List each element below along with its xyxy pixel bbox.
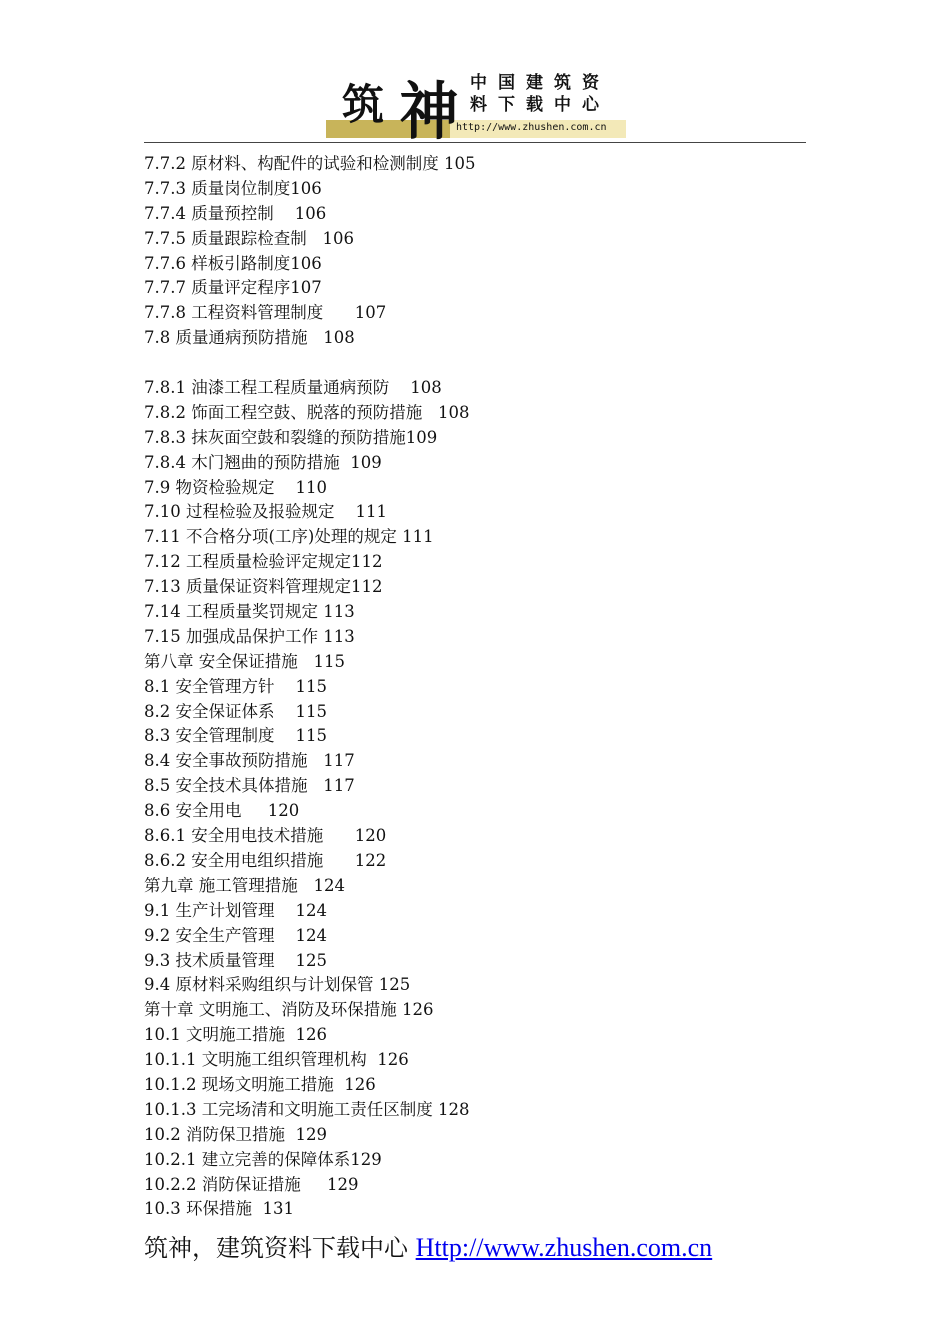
toc-entry: 第九章 施工管理措施 124 bbox=[144, 875, 345, 895]
logo-tagline-row1: 中国建筑资 bbox=[470, 73, 610, 93]
logo-tagline-row2: 料下载中心 bbox=[470, 95, 610, 115]
toc-entry: 9.2 安全生产管理 124 bbox=[144, 925, 327, 945]
footer-link[interactable]: Http://www.zhushen.com.cn bbox=[415, 1233, 713, 1262]
logo-char-zhu: 筑 bbox=[342, 80, 385, 129]
toc-entry: 9.4 原材料采购组织与计划保管 125 bbox=[144, 975, 411, 995]
toc-entry: 7.7.2 原材料、构配件的试验和检测制度 105 bbox=[144, 154, 476, 173]
toc-entry: 10.1 文明施工措施 126 bbox=[144, 1025, 327, 1045]
toc-entry: 7.7.4 质量预控制 106 bbox=[144, 203, 327, 223]
table-of-contents bbox=[144, 152, 804, 1222]
toc-entry: 7.7.3 质量岗位制度106 bbox=[144, 178, 322, 198]
toc-entry: 8.6.1 安全用电技术措施 120 bbox=[144, 826, 387, 846]
logo-url: http://www.zhushen.com.cn bbox=[456, 122, 607, 133]
toc-entry: 8.6.2 安全用电组织措施 122 bbox=[144, 850, 387, 870]
toc-entry: 10.1.3 工完场清和文明施工责任区制度 128 bbox=[144, 1099, 470, 1119]
logo-tagline bbox=[470, 72, 630, 116]
toc-entry: 7.8.2 饰面工程空鼓、脱落的预防措施 108 bbox=[144, 402, 470, 422]
toc-entry: 8.4 安全事故预防措施 117 bbox=[144, 751, 355, 771]
site-logo bbox=[326, 64, 626, 148]
toc-entry: 7.11 不合格分项(工序)处理的规定 111 bbox=[144, 527, 434, 547]
toc-spacer bbox=[144, 351, 804, 376]
toc-entry: 7.7.8 工程资料管理制度 107 bbox=[144, 303, 387, 323]
toc-entry: 8.5 安全技术具体措施 117 bbox=[144, 776, 355, 796]
logo-mark bbox=[336, 66, 476, 148]
toc-entry: 7.7.7 质量评定程序107 bbox=[144, 278, 322, 298]
toc-entry: 9.1 生产计划管理 124 bbox=[144, 900, 327, 920]
toc-entry: 7.8 质量通病预防措施 108 bbox=[144, 328, 355, 348]
toc-entry: 7.8.1 油漆工程工程质量通病预防 108 bbox=[144, 378, 442, 398]
toc-entry: 7.8.4 木门翘曲的预防措施 109 bbox=[144, 452, 382, 472]
toc-entry: 7.7.5 质量跟踪检查制 106 bbox=[144, 228, 354, 248]
toc-entry: 7.9 物资检验规定 110 bbox=[144, 477, 327, 497]
logo-char-shen: 神 bbox=[399, 75, 459, 148]
header-divider bbox=[144, 142, 806, 143]
toc-entry: 10.2.2 消防保证措施 129 bbox=[144, 1174, 359, 1194]
toc-entry: 10.2 消防保卫措施 129 bbox=[144, 1124, 327, 1144]
toc-entry: 9.3 技术质量管理 125 bbox=[144, 950, 327, 970]
toc-entry: 7.7.6 样板引路制度106 bbox=[144, 253, 322, 273]
toc-entry: 10.1.2 现场文明施工措施 126 bbox=[144, 1074, 376, 1094]
toc-entry: 10.2.1 建立完善的保障体系129 bbox=[144, 1149, 382, 1169]
toc-entry: 10.3 环保措施 131 bbox=[144, 1199, 294, 1219]
toc-entry: 8.2 安全保证体系 115 bbox=[144, 701, 327, 721]
page-footer bbox=[144, 1232, 712, 1264]
toc-entry: 8.1 安全管理方针 115 bbox=[144, 676, 327, 696]
toc-entry: 8.6 安全用电 120 bbox=[144, 801, 300, 821]
footer-text: 筑神，建筑资料下载中心 bbox=[144, 1234, 416, 1262]
toc-entry: 7.8.3 抹灰面空鼓和裂缝的预防措施109 bbox=[144, 427, 438, 447]
toc-entry: 8.3 安全管理制度 115 bbox=[144, 726, 327, 746]
toc-entry: 第八章 安全保证措施 115 bbox=[144, 651, 345, 671]
toc-entry: 10.1.1 文明施工组织管理机构 126 bbox=[144, 1050, 409, 1070]
toc-entry: 7.12 工程质量检验评定规定112 bbox=[144, 552, 383, 572]
toc-entry: 7.13 质量保证资料管理规定112 bbox=[144, 577, 383, 597]
toc-entry: 7.10 过程检验及报验规定 111 bbox=[144, 502, 387, 522]
toc-entry: 第十章 文明施工、消防及环保措施 126 bbox=[144, 1000, 434, 1020]
toc-entry: 7.14 工程质量奖罚规定 113 bbox=[144, 602, 355, 622]
toc-entry: 7.15 加强成品保护工作 113 bbox=[144, 626, 355, 646]
